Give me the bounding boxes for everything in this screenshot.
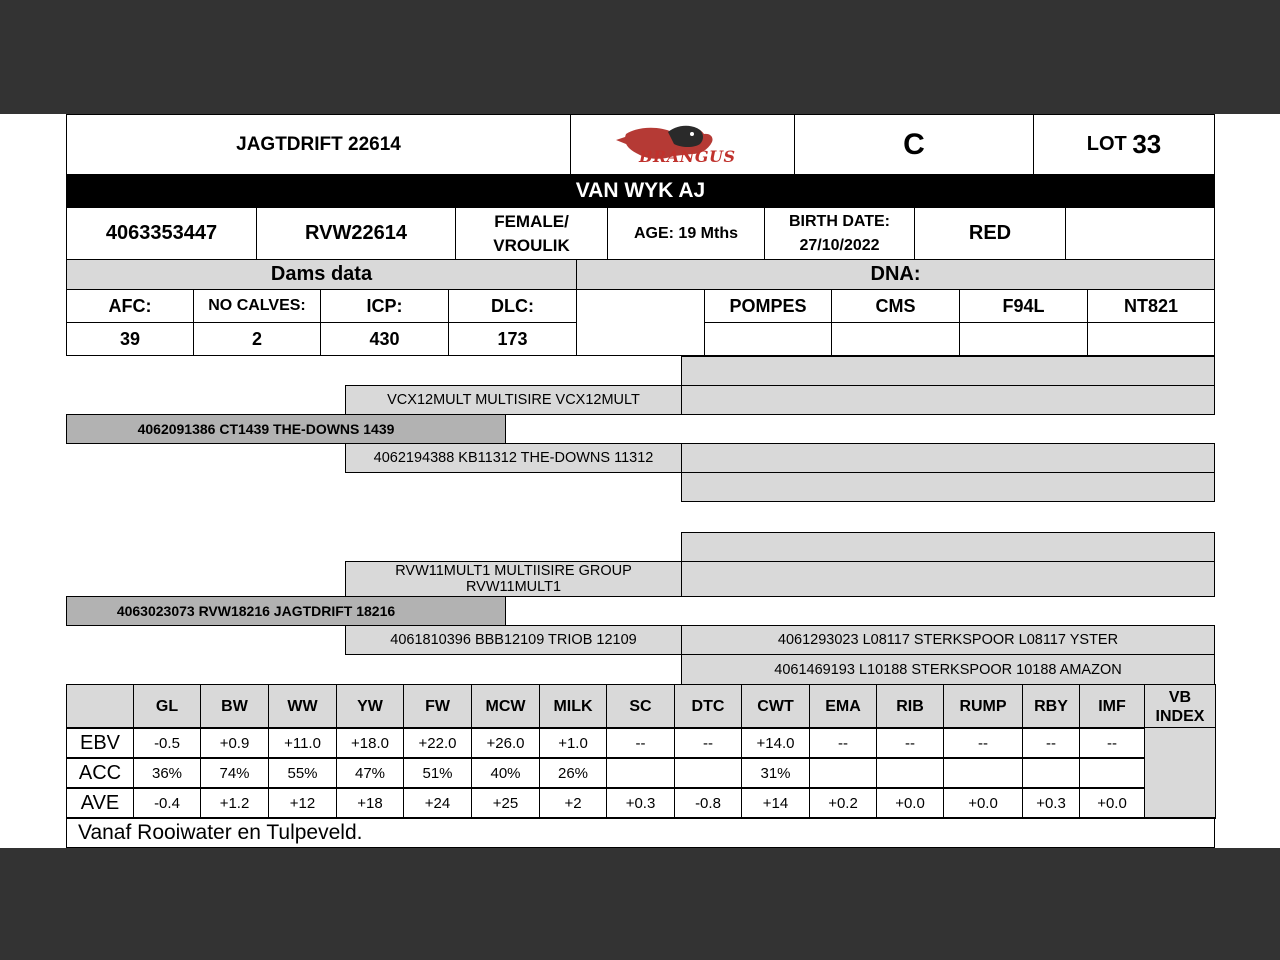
dna-f94l-header: F94L [959, 289, 1088, 323]
ebv-cell: 36% [133, 757, 201, 789]
ebv-cell: +24 [403, 787, 472, 819]
no-calves-header: NO CALVES: [193, 289, 321, 323]
age: AGE: 19 Mths [607, 207, 765, 260]
ebv-column-header: MILK [539, 684, 607, 729]
ebv-cell: +12 [268, 787, 337, 819]
registration-code: RVW22614 [256, 207, 456, 260]
dlc-header: DLC: [448, 289, 577, 323]
dna-title: DNA: [576, 259, 1215, 290]
ebv-column-header: SC [606, 684, 675, 729]
ebv-cell: 40% [471, 757, 540, 789]
ebv-cell: -- [1022, 727, 1080, 759]
ebv-cell: 55% [268, 757, 337, 789]
ebv-column-header: GL [133, 684, 201, 729]
ebv-cell: +14 [741, 787, 810, 819]
no-calves-value: 2 [193, 322, 321, 356]
ebv-cell: -- [1079, 727, 1145, 759]
icp-value: 430 [320, 322, 449, 356]
ebv-column-header: EMA [809, 684, 877, 729]
ebv-cell: +0.0 [1079, 787, 1145, 819]
ebv-cell [1079, 757, 1145, 789]
pedigree-blank [681, 561, 1215, 597]
pedigree-blank [681, 472, 1215, 502]
dna-nt821-header: NT821 [1087, 289, 1215, 323]
pedigree-sire: 4062091386 CT1439 THE-DOWNS 1439 [66, 414, 506, 444]
ebv-row-label: EBV [66, 727, 134, 759]
ebv-cell: +1.2 [200, 787, 269, 819]
pedigree-blank [681, 532, 1215, 562]
animal-id-number: 4063353447 [66, 207, 257, 260]
ebv-column-header: YW [336, 684, 404, 729]
ebv-cell: +11.0 [268, 727, 337, 759]
sex-line1: FEMALE/ [494, 211, 569, 231]
sex [455, 207, 608, 260]
birth-date [764, 207, 915, 260]
ebv-column-header: WW [268, 684, 337, 729]
dna-f94l-value [959, 322, 1088, 356]
ebv-column-header: RIB [876, 684, 944, 729]
pedigree-blank [681, 443, 1215, 473]
ebv-cell: -- [674, 727, 742, 759]
dna-pompes-header: POMPES [704, 289, 832, 323]
dna-cms-header: CMS [831, 289, 960, 323]
ebv-cell: 26% [539, 757, 607, 789]
breeder-name: VAN WYK AJ [66, 175, 1215, 207]
vb-index-header [1144, 684, 1216, 729]
birth-date-label: BIRTH DATE: [788, 212, 891, 230]
ebv-cell: +22.0 [403, 727, 472, 759]
pedigree-dam-dam: 4061810396 BBB12109 TRIOB 12109 [345, 625, 682, 655]
pedigree-dam-sire: RVW11MULT1 MULTIISIRE GROUP RVW11MULT1 [345, 561, 682, 597]
ebv-cell: -- [876, 727, 944, 759]
pedigree-blank [681, 356, 1215, 386]
ebv-column-header: RUMP [943, 684, 1023, 729]
afc-header: AFC: [66, 289, 194, 323]
ebv-column-header: CWT [741, 684, 810, 729]
ebv-cell: 74% [200, 757, 269, 789]
ebv-row-label: ACC [66, 757, 134, 789]
dlc-value: 173 [448, 322, 577, 356]
lot-card [0, 114, 1280, 848]
ebv-column-header: DTC [674, 684, 742, 729]
ebv-cell: -0.8 [674, 787, 742, 819]
ebv-cell: +25 [471, 787, 540, 819]
ebv-cell: +14.0 [741, 727, 810, 759]
pedigree-dam: 4063023073 RVW18216 JAGTDRIFT 18216 [66, 596, 506, 626]
colour: RED [914, 207, 1066, 260]
grade: C [794, 114, 1034, 175]
vb-index-line1: VB [1168, 688, 1192, 706]
dna-blank-cell [576, 289, 705, 356]
ebv-cell: +2 [539, 787, 607, 819]
ebv-cell: +1.0 [539, 727, 607, 759]
ebv-column-header: IMF [1079, 684, 1145, 729]
ebv-cell: +26.0 [471, 727, 540, 759]
ebv-cell: +0.2 [809, 787, 877, 819]
ebv-cell [674, 757, 742, 789]
pedigree-sire-dam: 4062194388 KB11312 THE-DOWNS 11312 [345, 443, 682, 473]
ebv-cell: +0.0 [943, 787, 1023, 819]
ebv-cell: 51% [403, 757, 472, 789]
ebv-cell [809, 757, 877, 789]
ebv-cell: -- [606, 727, 675, 759]
ebv-cell: +0.0 [876, 787, 944, 819]
lot-label: LOT [1086, 133, 1127, 155]
pedigree-dam-dam-dam: 4061469193 L10188 STERKSPOOR 10188 AMAZON [681, 654, 1215, 685]
empty-info-cell [1065, 207, 1215, 260]
afc-value: 39 [66, 322, 194, 356]
brand-logo-text: BRANGUS [639, 147, 736, 166]
sex-line2: VROULIK [493, 235, 570, 255]
ebv-cell [943, 757, 1023, 789]
ebv-column-header: RBY [1022, 684, 1080, 729]
lot-number [1033, 114, 1215, 175]
pedigree-sire-sire: VCX12MULT MULTISIRE VCX12MULT [345, 385, 682, 415]
ebv-cell: +18 [336, 787, 404, 819]
dna-pompes-value [704, 322, 832, 356]
dna-cms-value [831, 322, 960, 356]
ebv-cell: -- [809, 727, 877, 759]
ebv-cell: -0.4 [133, 787, 201, 819]
comment: Vanaf Rooiwater en Tulpeveld. [66, 817, 1215, 848]
ebv-cell: +18.0 [336, 727, 404, 759]
brangus-logo [570, 114, 795, 175]
ebv-cell: +0.3 [606, 787, 675, 819]
pedigree-blank [681, 385, 1215, 415]
dams-data-title: Dams data [66, 259, 577, 290]
birth-date-value: 27/10/2022 [799, 236, 880, 254]
vb-index-line2: INDEX [1155, 707, 1205, 725]
ebv-cell: +0.9 [200, 727, 269, 759]
pedigree-dam-dam-sire: 4061293023 L08117 STERKSPOOR L08117 YSTER [681, 625, 1215, 655]
lot-number-value: 33 [1132, 129, 1162, 159]
ebv-column-header: BW [200, 684, 269, 729]
ebv-column-header: MCW [471, 684, 540, 729]
dna-nt821-value [1087, 322, 1215, 356]
ebv-corner-cell [66, 684, 134, 729]
ebv-cell [876, 757, 944, 789]
ebv-cell [1022, 757, 1080, 789]
ebv-cell: -- [943, 727, 1023, 759]
ebv-row-label: AVE [66, 787, 134, 819]
ebv-cell [606, 757, 675, 789]
vb-index-value [1144, 727, 1216, 819]
icp-header: ICP: [320, 289, 449, 323]
ebv-cell: 47% [336, 757, 404, 789]
ebv-column-header: FW [403, 684, 472, 729]
animal-name: JAGTDRIFT 22614 [66, 114, 571, 175]
ebv-cell: +0.3 [1022, 787, 1080, 819]
ebv-cell: -0.5 [133, 727, 201, 759]
ebv-cell: 31% [741, 757, 810, 789]
